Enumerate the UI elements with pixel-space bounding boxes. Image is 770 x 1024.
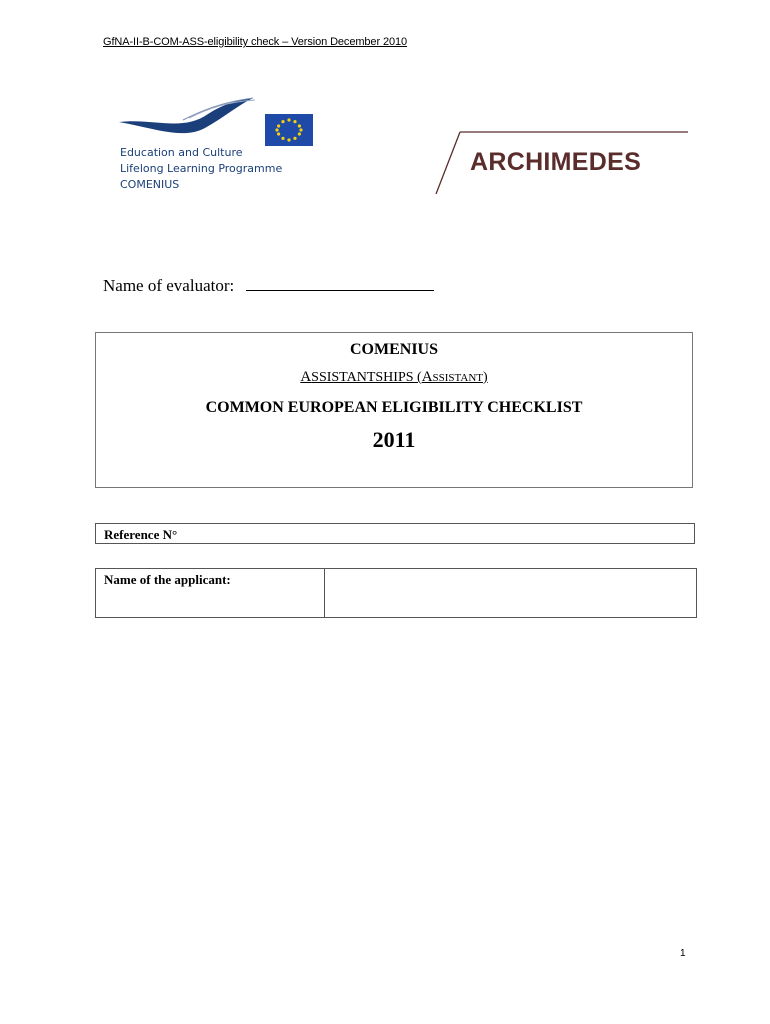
page-number: 1 — [680, 948, 686, 959]
title-assistantships: ASSISTANTSHIPS (ASSISTANT) — [300, 369, 488, 385]
reference-number-field[interactable] — [95, 523, 695, 544]
evaluator-blank-line[interactable] — [246, 276, 434, 291]
llp-line-1: Education and Culture — [120, 146, 243, 159]
llp-line-2: Lifelong Learning Programme — [120, 162, 283, 175]
llp-line-3: COMENIUS — [120, 178, 180, 191]
evaluator-colon: : — [229, 276, 235, 295]
title-checklist: COMMON EUROPEAN ELIGIBILITY CHECKLIST — [205, 399, 583, 416]
title-box — [95, 332, 693, 488]
evaluator-label: Name of evaluator — [103, 276, 230, 295]
evaluator-field — [103, 276, 434, 296]
applicant-table — [95, 568, 697, 618]
archimedes-logo-text: ARCHIMEDES — [470, 148, 642, 176]
title-comenius: COMENIUS — [349, 341, 438, 358]
title-year: 2011 — [372, 427, 416, 452]
document-reference: GfNA-II-B-COM-ASS-eligibility check – Version December 2010 — [103, 36, 408, 48]
applicant-value-field[interactable] — [325, 569, 696, 617]
applicant-label: Name of the applicant: — [96, 569, 325, 617]
reference-label: Reference N° — [104, 527, 178, 542]
